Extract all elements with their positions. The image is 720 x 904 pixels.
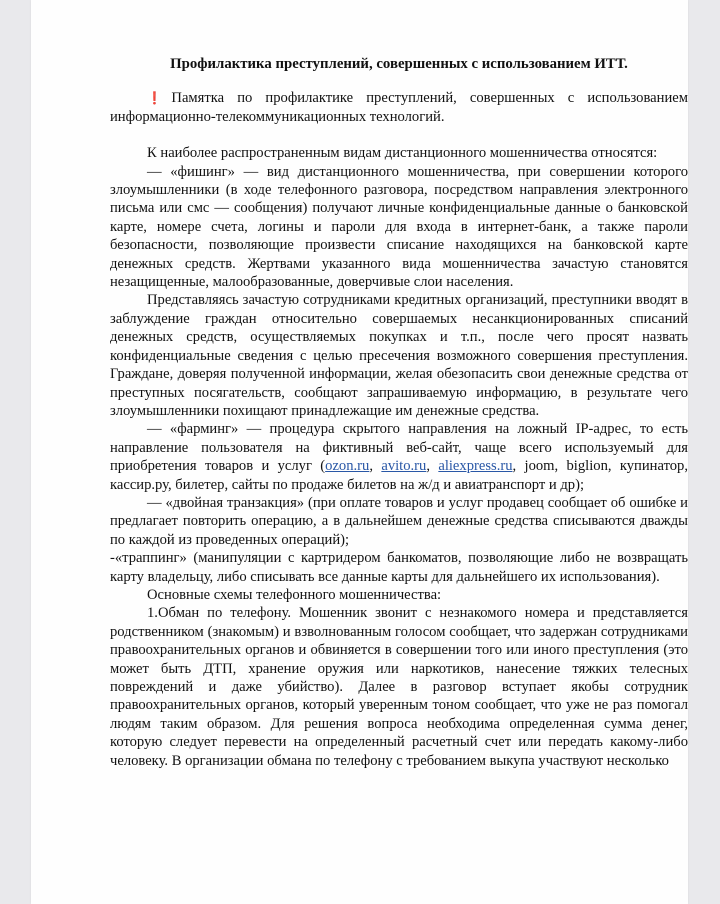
intro-paragraph: К наиболее распространенным видам дистанционного мошенничества относятся: [147,145,658,162]
document-body [110,55,688,770]
phone-deception-paragraph: 1.Обман по телефону. Мошенник звонит с незнакомого номера и представляется родственником (знакомым) и взволнованным голосом сообщает, что задержан сотрудниками правоохранительных органов и обвиняется в совершении того или иного преступления (это может быть ДТП, хранение оружия или наркотиков, нанесение тяжких телесных повреждений и даже убийство). Далее в разговор вступает якобы сотрудник правоохранительных органов, который уверенным тоном сообщает, что уже не раз помогал людям таким образом. Для решения вопроса необходима определенная сумма денег, которую следует перевести на определенный расчетный счет или передать какому-либо человеку. В организации обмана по телефону с требованием выкупа участвуют несколько [110,605,688,769]
document-title: Профилактика преступлений, совершенных с использованием ИТТ. [170,56,628,72]
impersonation-paragraph: Представляясь зачастую сотрудниками кредитных организаций, преступники вводят в заблуждение граждан относительно совершаемых несанкционированных списаний денежных средств, осуществляемых покупках и т.п., после чего просят назвать конфиденциальные сведения с целью пресечения возможного совершения преступления. Граждане, доверяя полученной информации, желая обезопасить свои денежные средства от преступных посягательств, сообщают запрашиваемую информацию, в результате чего злоумышленники похищают принадлежащие им денежные средства. [110,292,688,419]
memo-paragraph [110,89,688,126]
exclamation-icon: ❗ [147,91,172,106]
avito-link[interactable]: avito.ru [381,458,427,475]
phishing-paragraph: — «фишинг» — вид дистанционного мошенничества, при совершении которого злоумышленники (в ходе телефонного разговора, посредством направления электронного письма или смс — сообщения) получают личные конфиденциальные данные о банковской карте, номере счета, логины и пароли для входа в интернет-банк, а также пароли безопасности, позволяющие произвести списание находящихся на банковской карте денежных средств. Жертвами указанного вида мошенничества зачастую становятся незащищенные, малообразованные, доверчивые слои населения. [110,163,688,291]
schemes-heading: Основные схемы телефонного мошенничества: [147,586,442,603]
pharming-text-start: — «фарминг» — процедура скрытого направления на ложный IP-адрес, то есть направление пользователя на фиктивный веб-сайт, чаще всего используемый для приобретения товаров и услуг ( [110,421,688,475]
memo-text: Памятка по профилактике преступлений, совершенных с использованием информационно-телекоммуникационных технологий. [110,90,688,125]
link-separator: , [369,458,382,475]
trapping-paragraph: -«траппинг» (манипуляции с картридером банкоматов, позволяющие либо не возвращать карту владельцу, либо списывать все данные карты для дальнейшего их использования). [110,550,688,585]
document-page [31,0,688,904]
pharming-text-end: , joom, biglion, купинатор, кассир.ру, билетер, сайты по продаже билетов на ж/д и авиатранспорт и др); [110,458,688,493]
ozon-link[interactable]: ozon.ru [325,458,370,475]
double-transaction-paragraph: — «двойная транзакция» (при оплате товаров и услуг продавец сообщает об ошибке и предлагает повторить операцию, а в дальнейшем денежные средства списываются дважды по каждой из проведенных операций); [110,494,688,548]
pharming-paragraph [110,420,688,494]
link-separator: , [426,458,439,475]
aliexpress-link[interactable]: aliexpress.ru [438,458,513,475]
